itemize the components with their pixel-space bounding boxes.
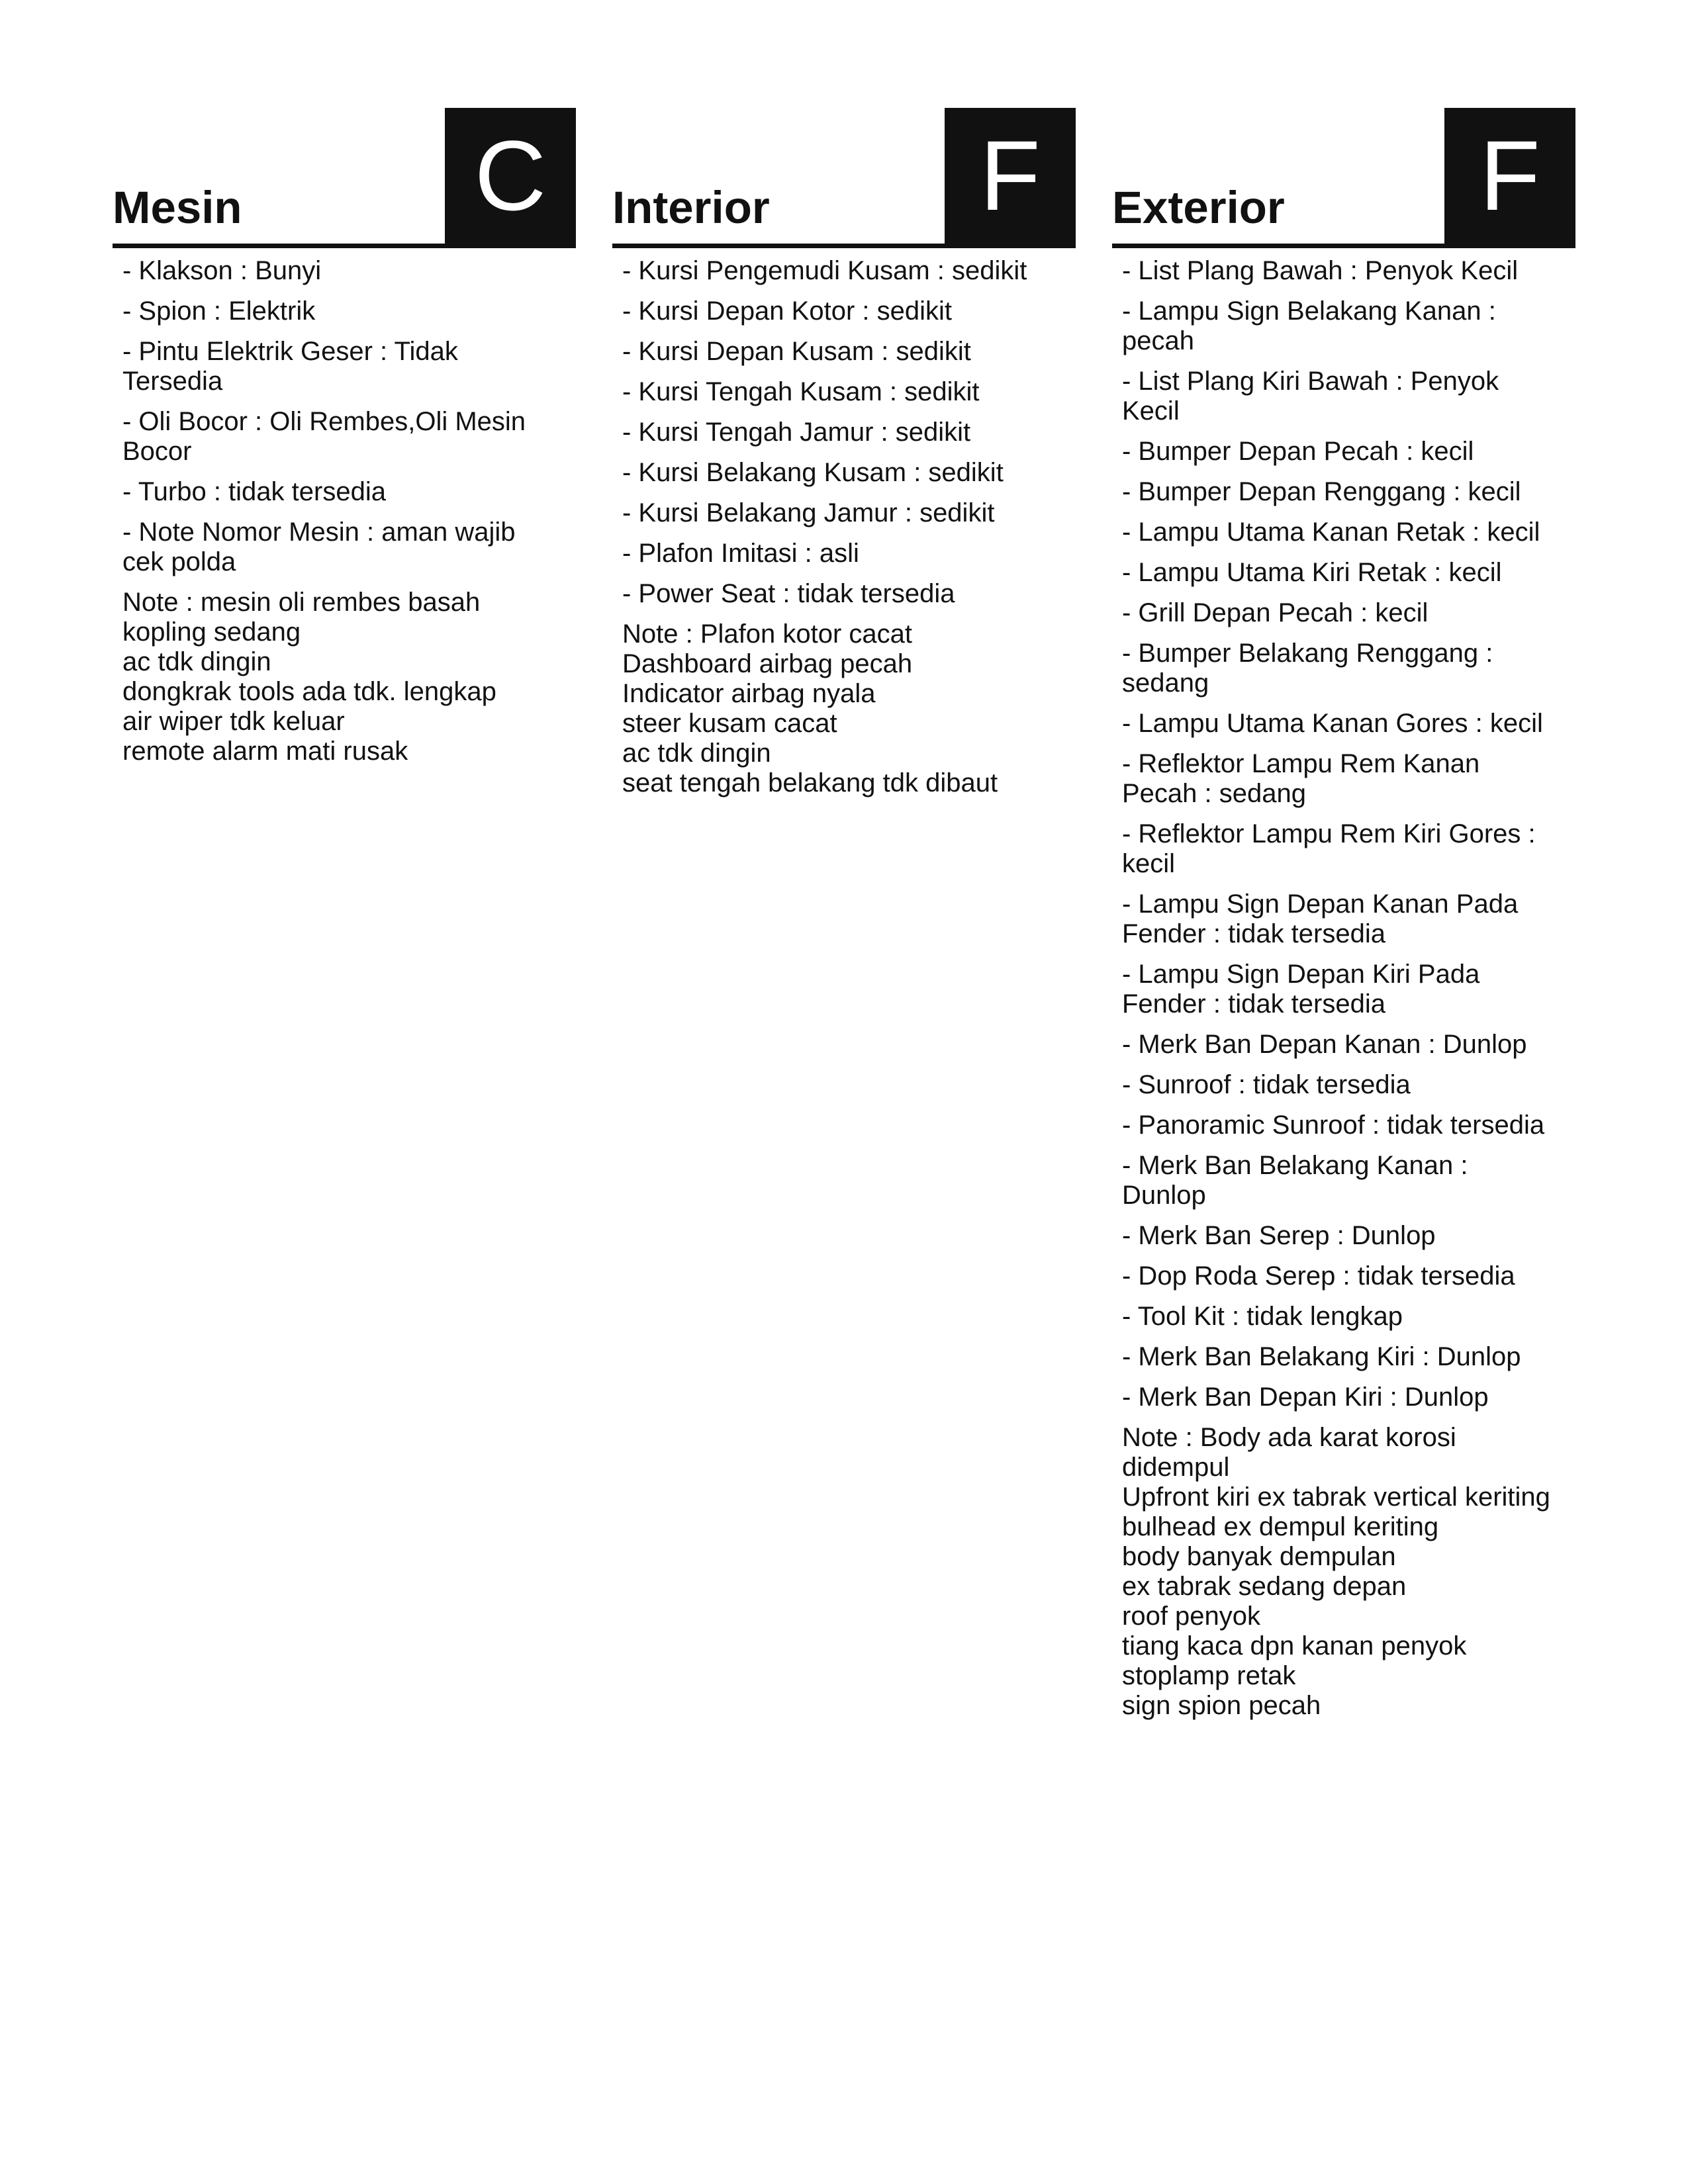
- note-line: dongkrak tools ada tdk. lengkap: [122, 677, 496, 706]
- list-item: - Kursi Tengah Kusam : sedikit: [622, 377, 980, 406]
- list-item: - Sunroof : tidak tersedia: [1122, 1070, 1411, 1099]
- note-line: remote alarm mati rusak: [122, 737, 408, 766]
- list-item: - Bumper Belakang Renggang : sedang: [1122, 639, 1493, 698]
- list-item: - Lampu Utama Kanan Retak : kecil: [1122, 518, 1540, 547]
- note-line: stoplamp retak: [1122, 1661, 1296, 1690]
- section-interior: [612, 108, 1076, 798]
- note-line: kopling sedang: [122, 617, 301, 647]
- list-item: - Plafon Imitasi : asli: [622, 539, 859, 568]
- note-line: seat tengah belakang tdk dibaut: [622, 768, 998, 797]
- note-line: ac tdk dingin: [622, 739, 771, 768]
- list-item: - Power Seat : tidak tersedia: [622, 579, 955, 608]
- list-item: - Lampu Sign Belakang Kanan : pecah: [1122, 296, 1496, 355]
- note-line: steer kusam cacat: [622, 709, 837, 738]
- list-item: - Bumper Depan Pecah : kecil: [1122, 437, 1474, 466]
- list-item: - Merk Ban Serep : Dunlop: [1122, 1221, 1436, 1250]
- grade-badge: C: [445, 108, 576, 244]
- section-title: Interior: [612, 182, 770, 233]
- list-item: - Dop Roda Serep : tidak tersedia: [1122, 1261, 1515, 1291]
- list-item: - Grill Depan Pecah : kecil: [1122, 598, 1429, 627]
- section-header: [612, 108, 1076, 248]
- note-line: Dashboard airbag pecah: [622, 649, 913, 678]
- note-line: Note : Plafon kotor cacat: [622, 619, 913, 649]
- list-item: - Panoramic Sunroof : tidak tersedia: [1122, 1111, 1545, 1140]
- list-item: - Lampu Utama Kiri Retak : kecil: [1122, 558, 1502, 587]
- list-item: - Lampu Utama Kanan Gores : kecil: [1122, 709, 1543, 738]
- grade-badge: F: [945, 108, 1076, 244]
- note-line: Note : mesin oli rembes basah: [122, 588, 481, 617]
- list-item: - Spion : Elektrik: [122, 296, 316, 326]
- note-line: sign spion pecah: [1122, 1691, 1321, 1720]
- list-item: - Klakson : Bunyi: [122, 256, 322, 285]
- list-item: - Lampu Sign Depan Kiri Pada Fender : tidak tersedia: [1122, 960, 1480, 1019]
- list-item: - Lampu Sign Depan Kanan Pada Fender : tidak tersedia: [1122, 889, 1519, 948]
- list-item: - Kursi Belakang Jamur : sedikit: [622, 498, 995, 527]
- list-item: - Tool Kit : tidak lengkap: [1122, 1302, 1403, 1331]
- section-body: [1112, 248, 1556, 1721]
- list-item: - Oli Bocor : Oli Rembes,Oli Mesin Bocor: [122, 407, 526, 466]
- note-line: body banyak dempulan: [1122, 1542, 1396, 1571]
- list-item: - Merk Ban Belakang Kiri : Dunlop: [1122, 1342, 1521, 1371]
- note-line: ac tdk dingin: [122, 647, 271, 676]
- list-item: - Kursi Pengemudi Kusam : sedikit: [622, 256, 1027, 285]
- list-item: - Merk Ban Depan Kiri : Dunlop: [1122, 1383, 1489, 1412]
- list-item: - List Plang Bawah : Penyok Kecil: [1122, 256, 1519, 285]
- list-item: - Turbo : tidak tersedia: [122, 477, 386, 506]
- section-mesin: [113, 108, 576, 766]
- section-title: Mesin: [113, 182, 242, 233]
- list-item: - Kursi Depan Kusam : sedikit: [622, 337, 971, 366]
- grade-badge: F: [1444, 108, 1575, 244]
- list-item: - Reflektor Lampu Rem Kanan Pecah : sedang: [1122, 749, 1480, 808]
- note-line: tiang kaca dpn kanan penyok: [1122, 1631, 1467, 1661]
- note-line: ex tabrak sedang depan: [1122, 1572, 1407, 1601]
- note-line: bulhead ex dempul keriting: [1122, 1512, 1439, 1541]
- list-item: - Kursi Belakang Kusam : sedikit: [622, 458, 1004, 487]
- section-header: [113, 108, 576, 248]
- section-title: Exterior: [1112, 182, 1285, 233]
- list-item: - Merk Ban Belakang Kanan : Dunlop: [1122, 1151, 1468, 1210]
- section-header: [1112, 108, 1575, 248]
- note-line: air wiper tdk keluar: [122, 707, 345, 736]
- notes-block: [1122, 1423, 1556, 1721]
- list-item: - Kursi Depan Kotor : sedikit: [622, 296, 952, 326]
- note-line: Note : Body ada karat korosi didempul: [1122, 1423, 1456, 1482]
- notes-block: [622, 619, 1056, 798]
- note-line: Upfront kiri ex tabrak vertical keriting: [1122, 1482, 1550, 1512]
- list-item: - Bumper Depan Renggang : kecil: [1122, 477, 1521, 506]
- note-line: roof penyok: [1122, 1602, 1261, 1631]
- notes-block: [122, 588, 556, 766]
- list-item: - Note Nomor Mesin : aman wajib cek polda: [122, 518, 516, 576]
- list-item: - Reflektor Lampu Rem Kiri Gores : kecil: [1122, 819, 1536, 878]
- list-item: - Kursi Tengah Jamur : sedikit: [622, 418, 971, 447]
- section-body: [612, 248, 1056, 798]
- section-exterior: [1112, 108, 1575, 1721]
- list-item: - Pintu Elektrik Geser : Tidak Tersedia: [122, 337, 458, 396]
- list-item: - Merk Ban Depan Kanan : Dunlop: [1122, 1030, 1527, 1059]
- section-body: [113, 248, 556, 766]
- list-item: - List Plang Kiri Bawah : Penyok Kecil: [1122, 367, 1499, 426]
- note-line: Indicator airbag nyala: [622, 679, 876, 708]
